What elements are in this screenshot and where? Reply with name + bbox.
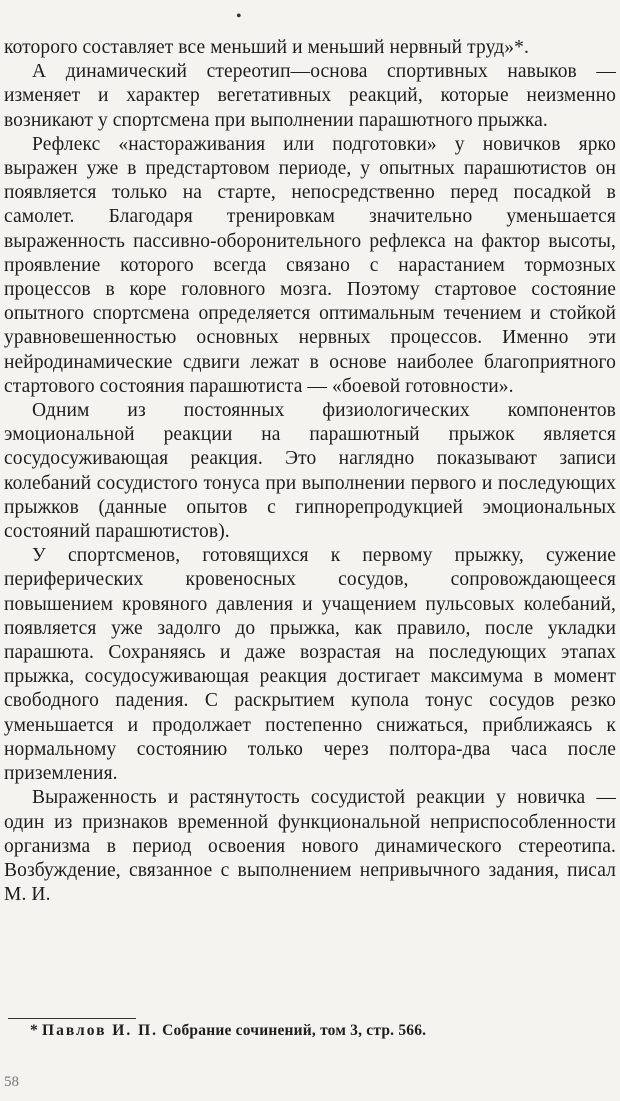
paragraph-vascular-reaction: Одним из постоянных физиологических компонентов эмоциональной реакции на парашютный прыжок является сосудосуживающая реакция. Это наглядно показывают записи колебаний сосудистого тонуса при выполнении первого и последующих прыжков (данные опытов с гипнорепродукцией эмоциональных состояний парашютистов). bbox=[4, 400, 616, 543]
footnote-text: Собрание сочинений, том 3, стр. 566. bbox=[162, 1022, 427, 1039]
paragraph-continuation: которого составляет все меньший и меньший нервный труд»*. bbox=[4, 37, 529, 58]
book-page bbox=[4, 0, 616, 1101]
footnote-author: Павлов И. П. bbox=[42, 1022, 159, 1039]
paragraph-stereotype: А динамический стереотип—основа спортивных навыков — изменяет и характер вегетативных реакций, которые неизменно возникают у спортсмена при выполнении парашютного прыжка. bbox=[4, 61, 616, 131]
footnote bbox=[30, 1022, 620, 1040]
top-mark: • bbox=[236, 8, 242, 25]
page-number: 58 bbox=[4, 1074, 19, 1090]
footnote-marker: * bbox=[30, 1022, 38, 1039]
body-text bbox=[4, 36, 616, 907]
paragraph-novice: Выраженность и растянутость сосудистой реакции у новичка — один из признаков временной функциональной неприспособленности организма в период освоения нового динамического стереотипа. Возбуждение, связанное с выполнением непривычного задания, писал М. И. bbox=[4, 787, 616, 906]
paragraph-first-jump: У спортсменов, готовящихся к первому прыжку, сужение периферических кровеносных сосудов, сопровождающееся повышением кровяного давления и учащением пульсовых колебаний, появляется уже задолго до прыжка, как правило, после укладки парашюта. Сохраняясь и даже возрастая на последующих этапах прыжка, сосудосуживающая реакция достигает максимума в момент свободного падения. С раскрытием купола тонус сосудов резко уменьшается и продолжает постепенно снижаться, приближаясь к нормальному состоянию только через полтора-два часа после приземления. bbox=[4, 545, 616, 785]
footnote-divider bbox=[8, 1018, 136, 1019]
paragraph-reflex: Рефлекс «настораживания или подготовки» у новичков ярко выражен уже в предстартовом периоде, у опытных парашютистов он появляется только на старте, непосредственно перед посадкой в самолет. Благодаря тренировкам значительно уменьшается выраженность пассивно-оборонительного рефлекса на фактор высоты, проявление которого всегда связано с нарастанием тормозных процессов в коре головного мозга. Поэтому стартовое состояние опытного спортсмена определяется оптимальным течением и стойкой уравновешенностью основных нервных процессов. Именно эти нейродинамические сдвиги лежат в основе наиболее благоприятного стартового состояния парашютиста — «боевой готовности». bbox=[4, 133, 616, 397]
